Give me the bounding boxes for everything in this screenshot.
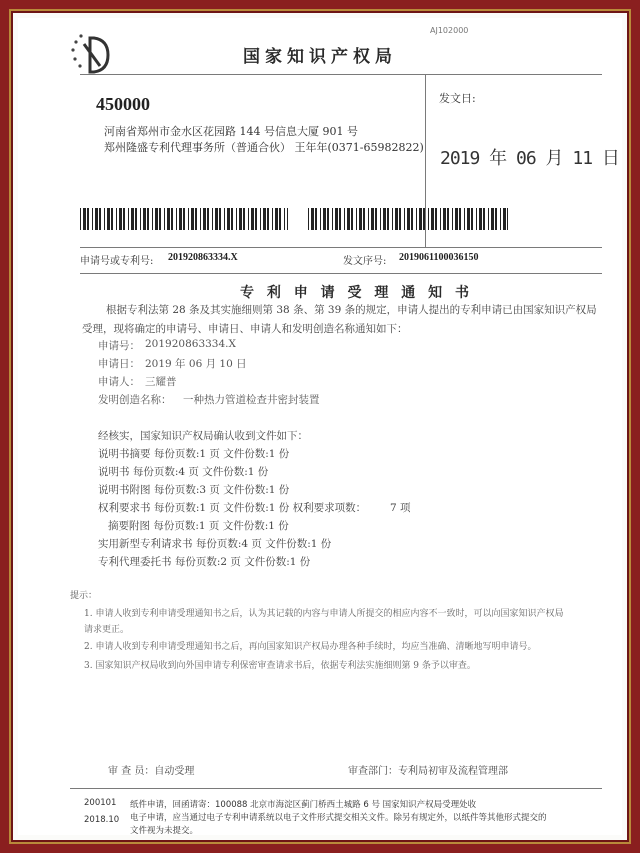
barcode-bar xyxy=(152,208,153,230)
barcode-bar xyxy=(143,208,146,230)
barcode-bar xyxy=(171,208,173,230)
received-doc-row: 说明书摘要 每份页数:1 页 文件份数:1 份 xyxy=(98,448,290,460)
barcode-bar xyxy=(128,208,129,230)
barcode-bar xyxy=(447,208,449,230)
received-docs-intro: 经核实，国家知识产权局确认收到文件如下： xyxy=(98,430,308,442)
address-line-1: 河南省郑州市金水区花园路 144 号信息大厦 901 号 xyxy=(104,125,358,138)
barcode-bar xyxy=(476,208,477,230)
notice-paragraph: 根据专利法第 28 条及其实施细则第 38 条、第 39 条的规定，申请人提出的专利申请已由国家知识产权局 xyxy=(106,304,597,316)
reviewer: 审 查 员：自动受理 xyxy=(108,766,195,777)
field-value-application-number: 201920863334.X xyxy=(145,338,236,350)
barcode-bar xyxy=(491,208,494,230)
divider xyxy=(70,788,602,789)
barcode-bar xyxy=(255,208,257,230)
footer-line: 文件视为未提交。 xyxy=(130,826,199,836)
barcode-bar xyxy=(203,208,206,230)
barcode-bar xyxy=(287,208,288,230)
barcode-bar xyxy=(212,208,213,230)
barcode-bar xyxy=(428,208,429,230)
application-number-label: 申请号或专利号: xyxy=(80,256,154,267)
barcode-bar xyxy=(140,208,141,230)
note-item: 1. 申请人收到专利申请受理通知书之后，认为其记载的内容与申请人所提交的相应内容不一致时，可以向国家知识产权局 xyxy=(84,609,564,619)
divider xyxy=(80,74,602,75)
barcode-bar xyxy=(92,208,93,230)
barcode-bar xyxy=(327,208,329,230)
divider xyxy=(80,247,602,248)
note-item: 请求更正。 xyxy=(84,625,130,635)
barcode-bar xyxy=(207,208,209,230)
barcode-bar xyxy=(188,208,189,230)
barcode-bar xyxy=(423,208,425,230)
barcode-bar xyxy=(320,208,321,230)
field-value-applicant: 三耀普 xyxy=(145,376,177,388)
barcode-bar xyxy=(155,208,158,230)
field-label: 申请号： xyxy=(98,340,140,352)
barcode-bar xyxy=(195,208,197,230)
field-value-filing-date: 2019 年 06 月 10 日 xyxy=(145,358,247,370)
barcode-bar xyxy=(111,208,113,230)
barcode-bar xyxy=(251,208,254,230)
barcode-bar xyxy=(104,208,105,230)
barcode-bar xyxy=(219,208,221,230)
received-doc-row: 专利代理委托书 每份页数:2 页 文件份数:1 份 xyxy=(98,556,311,568)
barcode-bar xyxy=(279,208,281,230)
received-doc-row: 说明书附图 每份页数:3 页 文件份数:1 份 xyxy=(98,484,290,496)
barcode-bar xyxy=(224,208,225,230)
office-name: 国家知识产权局 xyxy=(243,47,397,67)
barcode-bar xyxy=(347,208,350,230)
received-doc-row: 摘要附图 每份页数:1 页 文件份数:1 份 xyxy=(108,520,289,532)
barcode-bar xyxy=(356,208,357,230)
barcode-bar xyxy=(483,208,485,230)
barcode-bar xyxy=(471,208,473,230)
barcode-bar xyxy=(131,208,134,230)
barcode-bar xyxy=(380,208,381,230)
received-doc-row: 说明书 每份页数:4 页 文件份数:1 份 xyxy=(98,466,269,478)
barcode-icon xyxy=(80,208,288,230)
barcode-bar xyxy=(200,208,201,230)
barcode-bar xyxy=(500,208,501,230)
barcode-bar xyxy=(335,208,338,230)
barcode-bar xyxy=(440,208,441,230)
note-item: 3. 国家知识产权局收到向外国申请专利保密审查请求书后，依据专利法实施细则第 9 条予以审查。 xyxy=(84,661,476,671)
barcode-bar xyxy=(243,208,245,230)
barcode-bar xyxy=(323,208,326,230)
barcode-bar xyxy=(315,208,317,230)
barcode-bar xyxy=(176,208,177,230)
field-label: 发明创造名称： xyxy=(98,394,172,406)
barcode-bar xyxy=(503,208,506,230)
cnipa-logo-icon xyxy=(70,32,112,76)
barcode-bar xyxy=(227,208,230,230)
barcode-bar xyxy=(399,208,401,230)
barcode-bar xyxy=(452,208,453,230)
barcode-bar xyxy=(183,208,185,230)
barcode-bar xyxy=(332,208,333,230)
notice-title: 专 利 申 请 受 理 通 知 书 xyxy=(240,285,473,301)
barcode-bar xyxy=(284,208,285,230)
barcode-bar xyxy=(395,208,398,230)
barcode-bar xyxy=(479,208,482,230)
barcode-bar xyxy=(407,208,410,230)
send-date-label: 发文日: xyxy=(439,92,476,105)
barcode-bar xyxy=(80,208,81,230)
barcode-bar xyxy=(363,208,365,230)
barcode-bar xyxy=(435,208,437,230)
barcode-bar xyxy=(419,208,422,230)
footer-line: 纸件申请，回函请寄：100088 北京市海淀区蓟门桥西土城路 6 号 国家知识产权局受理处收 xyxy=(130,800,477,810)
barcode-bar xyxy=(231,208,233,230)
address-line-2: 郑州隆盛专利代理事务所（普通合伙） 王年年(0371-65982822) xyxy=(104,141,424,154)
footer-line: 电子申请，应当通过电子专利申请系统以电子文件形式提交相关文件。除另有规定外，以纸件等其他形式提交的 xyxy=(130,813,547,823)
doc-code: AJ102000 xyxy=(430,26,469,35)
serial-number: 2019061100036150 xyxy=(399,252,479,263)
barcode-bar xyxy=(339,208,341,230)
barcode-bar xyxy=(404,208,405,230)
barcode-bar xyxy=(123,208,125,230)
barcode-bar xyxy=(375,208,377,230)
barcode-bar xyxy=(159,208,161,230)
barcode-bar xyxy=(263,208,266,230)
barcode-bar xyxy=(83,208,86,230)
barcode-bar xyxy=(147,208,149,230)
barcode-bar xyxy=(411,208,413,230)
notice-page xyxy=(18,18,622,835)
barcode-bar xyxy=(116,208,117,230)
barcode-bar xyxy=(311,208,314,230)
barcode-bar xyxy=(119,208,122,230)
barcode-bar xyxy=(167,208,170,230)
postcode: 450000 xyxy=(96,94,150,114)
barcode-bar xyxy=(507,208,508,230)
send-date: 2019 年 06 月 11 日 xyxy=(440,148,619,169)
barcode-bar xyxy=(260,208,261,230)
barcode-bar xyxy=(267,208,269,230)
barcode-bar xyxy=(87,208,89,230)
barcode-bar xyxy=(135,208,137,230)
barcode-bar xyxy=(431,208,434,230)
barcode-bar xyxy=(467,208,470,230)
review-department: 审查部门：专利局初审及流程管理部 xyxy=(348,766,508,777)
barcode-bar xyxy=(164,208,165,230)
serial-number-label: 发文序号: xyxy=(343,256,387,267)
claims-count: 7 项 xyxy=(390,502,411,514)
barcode-bar xyxy=(344,208,345,230)
barcode-bar xyxy=(191,208,194,230)
barcode-bar xyxy=(351,208,353,230)
barcode-bar xyxy=(99,208,101,230)
barcode-bar xyxy=(443,208,446,230)
notes-label: 提示： xyxy=(70,591,98,601)
barcode-bar xyxy=(459,208,461,230)
barcode-bar xyxy=(368,208,369,230)
barcode-bar xyxy=(488,208,489,230)
barcode-bar xyxy=(495,208,497,230)
received-doc-row: 实用新型专利请求书 每份页数:4 页 文件份数:1 份 xyxy=(98,538,332,550)
barcode-bar xyxy=(455,208,458,230)
barcode-bar xyxy=(416,208,417,230)
barcode-bar xyxy=(371,208,374,230)
barcode-bar xyxy=(215,208,218,230)
barcode-bar xyxy=(359,208,362,230)
footer-code: 200101 xyxy=(84,798,117,808)
divider xyxy=(80,273,602,274)
barcode-bar xyxy=(107,208,110,230)
field-label: 申请人： xyxy=(98,376,140,388)
footer-code: 2018.10 xyxy=(84,815,120,825)
received-doc-row: 权利要求书 每份页数:1 页 文件份数:1 份 权利要求项数： xyxy=(98,502,367,514)
field-label: 申请日： xyxy=(98,358,140,370)
barcode-bar xyxy=(308,208,309,230)
barcode-bar xyxy=(464,208,465,230)
barcode-bar xyxy=(239,208,242,230)
barcode-bar xyxy=(383,208,386,230)
barcode-bar xyxy=(236,208,237,230)
barcode-bar xyxy=(275,208,278,230)
barcode-bar xyxy=(95,208,98,230)
field-value-invention-title: 一种热力管道检查井密封装置 xyxy=(183,394,320,406)
application-number: 201920863334.X xyxy=(168,252,238,263)
barcode-bar xyxy=(392,208,393,230)
notice-paragraph: 受理，现将确定的申请号、申请日、申请人和发明创造名称通知如下： xyxy=(82,323,408,335)
barcode-bar xyxy=(272,208,273,230)
barcode-icon xyxy=(308,208,508,230)
barcode-bar xyxy=(248,208,249,230)
barcode-bar xyxy=(179,208,182,230)
note-item: 2. 申请人收到专利申请受理通知书之后，再向国家知识产权局办理各种手续时，均应当准确、清晰地写明申请号。 xyxy=(84,642,537,652)
barcode-bar xyxy=(387,208,389,230)
